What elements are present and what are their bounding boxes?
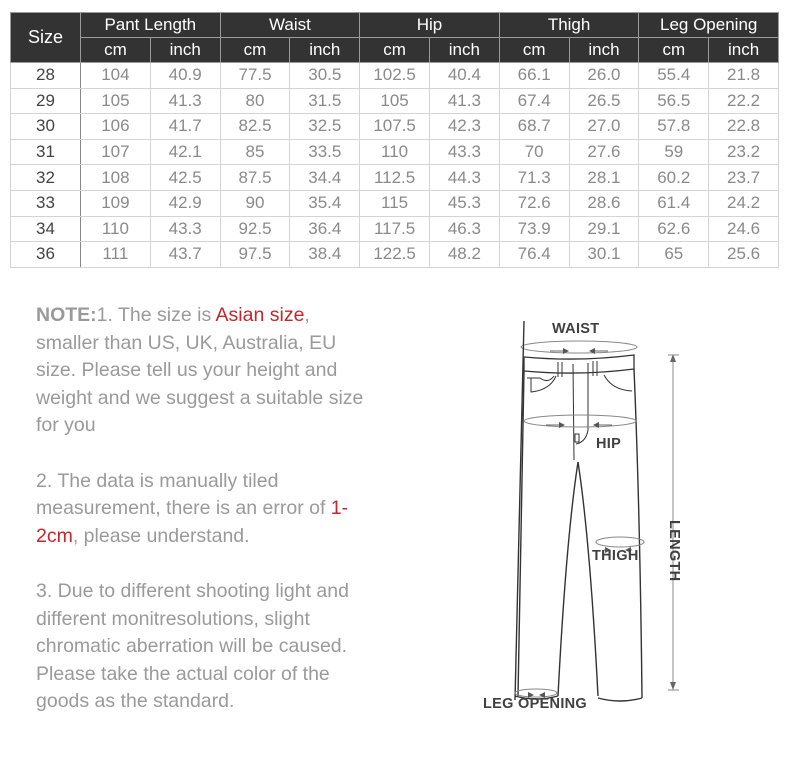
measurement-cell: 35.4: [290, 190, 360, 216]
measurement-cell: 115: [360, 190, 430, 216]
unit-header-inch: inch: [150, 38, 220, 63]
measurement-cell: 73.9: [499, 216, 569, 242]
unit-header-cm: cm: [360, 38, 430, 63]
measurement-cell: 90: [220, 190, 290, 216]
note-1: [36, 302, 376, 440]
label-hip: HIP: [596, 436, 622, 452]
size-cell: 34: [11, 216, 81, 242]
measurement-cell: 46.3: [429, 216, 499, 242]
table-row: [11, 242, 779, 268]
group-header-thigh: Thigh: [499, 13, 639, 38]
unit-header-cm: cm: [81, 38, 151, 63]
measurement-cell: 44.3: [429, 165, 499, 191]
measurement-cell: 32.5: [290, 114, 360, 140]
table-row: [11, 139, 779, 165]
measurement-cell: 38.4: [290, 242, 360, 268]
measurement-cell: 34.4: [290, 165, 360, 191]
measurement-cell: 105: [81, 88, 151, 114]
label-length: LENGTH: [666, 520, 682, 582]
measurement-cell: 26.0: [569, 63, 639, 89]
size-cell: 32: [11, 165, 81, 191]
measurement-cell: 82.5: [220, 114, 290, 140]
measurement-cell: 30.5: [290, 63, 360, 89]
size-cell: 28: [11, 63, 81, 89]
measurement-cell: 107: [81, 139, 151, 165]
measurement-cell: 21.8: [709, 63, 779, 89]
measurement-cell: 24.6: [709, 216, 779, 242]
group-header-row: [11, 13, 779, 38]
size-cell: 31: [11, 139, 81, 165]
table-row: [11, 190, 779, 216]
measurement-cell: 42.9: [150, 190, 220, 216]
measurement-cell: 104: [81, 63, 151, 89]
measurement-cell: 76.4: [499, 242, 569, 268]
group-header-hip: Hip: [360, 13, 500, 38]
measurement-cell: 122.5: [360, 242, 430, 268]
measurement-cell: 112.5: [360, 165, 430, 191]
table-row: [11, 216, 779, 242]
measurement-cell: 108: [81, 165, 151, 191]
unit-header-inch: inch: [569, 38, 639, 63]
table-row: [11, 63, 779, 89]
measurement-cell: 59: [639, 139, 709, 165]
note-2-highlight: 1-2cm: [36, 497, 349, 547]
measurement-cell: 60.2: [639, 165, 709, 191]
measurement-cell: 55.4: [639, 63, 709, 89]
measurement-cell: 61.4: [639, 190, 709, 216]
measurement-cell: 109: [81, 190, 151, 216]
unit-header-row: [11, 38, 779, 63]
measurement-cell: 22.2: [709, 88, 779, 114]
measurement-cell: 24.2: [709, 190, 779, 216]
note-2-text-rest: , please understand.: [72, 524, 250, 547]
measurement-cell: 42.3: [429, 114, 499, 140]
pants-measurement-diagram: [470, 310, 710, 730]
measurement-cell: 42.1: [150, 139, 220, 165]
measurement-cell: 40.9: [150, 63, 220, 89]
measurement-cell: 33.5: [290, 139, 360, 165]
note-2: [36, 468, 376, 551]
note-3: 3. Due to different shooting light and different monitresolutions, slight chromatic aberration will be caused. Please take the actual color of the goods as the standard.: [36, 580, 349, 712]
measurement-cell: 97.5: [220, 242, 290, 268]
measurement-cell: 102.5: [360, 63, 430, 89]
measurement-cell: 30.1: [569, 242, 639, 268]
measurement-cell: 43.7: [150, 242, 220, 268]
measurement-cell: 110: [81, 216, 151, 242]
measurement-cell: 66.1: [499, 63, 569, 89]
measurement-cell: 27.6: [569, 139, 639, 165]
measurement-cell: 42.5: [150, 165, 220, 191]
measurement-cell: 68.7: [499, 114, 569, 140]
measurement-cell: 23.7: [709, 165, 779, 191]
notes-section: [36, 302, 376, 744]
measurement-cell: 29.1: [569, 216, 639, 242]
measurement-cell: 67.4: [499, 88, 569, 114]
size-header: Size: [11, 13, 81, 63]
table-row: [11, 114, 779, 140]
label-thigh: THIGH: [592, 548, 639, 564]
measurement-cell: 45.3: [429, 190, 499, 216]
measurement-cell: 105: [360, 88, 430, 114]
size-cell: 29: [11, 88, 81, 114]
measurement-cell: 110: [360, 139, 430, 165]
unit-header-cm: cm: [220, 38, 290, 63]
note-1-highlight: Asian size: [215, 304, 305, 326]
table-row: [11, 165, 779, 191]
measurement-cell: 43.3: [150, 216, 220, 242]
measurement-cell: 28.6: [569, 190, 639, 216]
measurement-cell: 27.0: [569, 114, 639, 140]
note-label: NOTE:: [36, 304, 97, 326]
measurement-cell: 26.5: [569, 88, 639, 114]
group-header-waist: Waist: [220, 13, 360, 38]
measurement-cell: 40.4: [429, 63, 499, 89]
measurement-cell: 117.5: [360, 216, 430, 242]
unit-header-cm: cm: [639, 38, 709, 63]
measurement-cell: 41.3: [429, 88, 499, 114]
measurement-cell: 80: [220, 88, 290, 114]
measurement-cell: 92.5: [220, 216, 290, 242]
measurement-cell: 23.2: [709, 139, 779, 165]
measurement-cell: 71.3: [499, 165, 569, 191]
note-1-text-rest: , smaller than US, UK, Australia, EU size. Please tell us your height and weight and we suggest a suitable size for you: [36, 304, 364, 436]
measurement-cell: 85: [220, 139, 290, 165]
size-cell: 30: [11, 114, 81, 140]
measurement-cell: 43.3: [429, 139, 499, 165]
measurement-cell: 28.1: [569, 165, 639, 191]
unit-header-cm: cm: [499, 38, 569, 63]
measurement-cell: 106: [81, 114, 151, 140]
size-cell: 33: [11, 190, 81, 216]
size-chart-table: [10, 12, 779, 268]
unit-header-inch: inch: [709, 38, 779, 63]
size-cell: 36: [11, 242, 81, 268]
measurement-cell: 48.2: [429, 242, 499, 268]
measurement-cell: 56.5: [639, 88, 709, 114]
measurement-cell: 25.6: [709, 242, 779, 268]
label-waist: WAIST: [552, 321, 600, 337]
table-row: [11, 88, 779, 114]
measurement-cell: 41.7: [150, 114, 220, 140]
measurement-cell: 41.3: [150, 88, 220, 114]
unit-header-inch: inch: [290, 38, 360, 63]
note-1-text: 1. The size is: [96, 304, 216, 326]
measurement-cell: 62.6: [639, 216, 709, 242]
measurement-cell: 31.5: [290, 88, 360, 114]
measurement-cell: 36.4: [290, 216, 360, 242]
table-body: [11, 63, 779, 268]
measurement-cell: 77.5: [220, 63, 290, 89]
measurement-cell: 70: [499, 139, 569, 165]
measurement-cell: 65: [639, 242, 709, 268]
measurement-cell: 57.8: [639, 114, 709, 140]
group-header-leg-opening: Leg Opening: [639, 13, 779, 38]
measurement-cell: 22.8: [709, 114, 779, 140]
measurement-cell: 72.6: [499, 190, 569, 216]
measurement-cell: 111: [81, 242, 151, 268]
group-header-pant-length: Pant Length: [81, 13, 221, 38]
note-2-text: 2. The data is manually tiled measurement, there is an error of: [36, 469, 331, 519]
measurement-cell: 87.5: [220, 165, 290, 191]
label-leg-opening: LEG OPENING: [483, 696, 588, 712]
measurement-cell: 107.5: [360, 114, 430, 140]
unit-header-inch: inch: [429, 38, 499, 63]
